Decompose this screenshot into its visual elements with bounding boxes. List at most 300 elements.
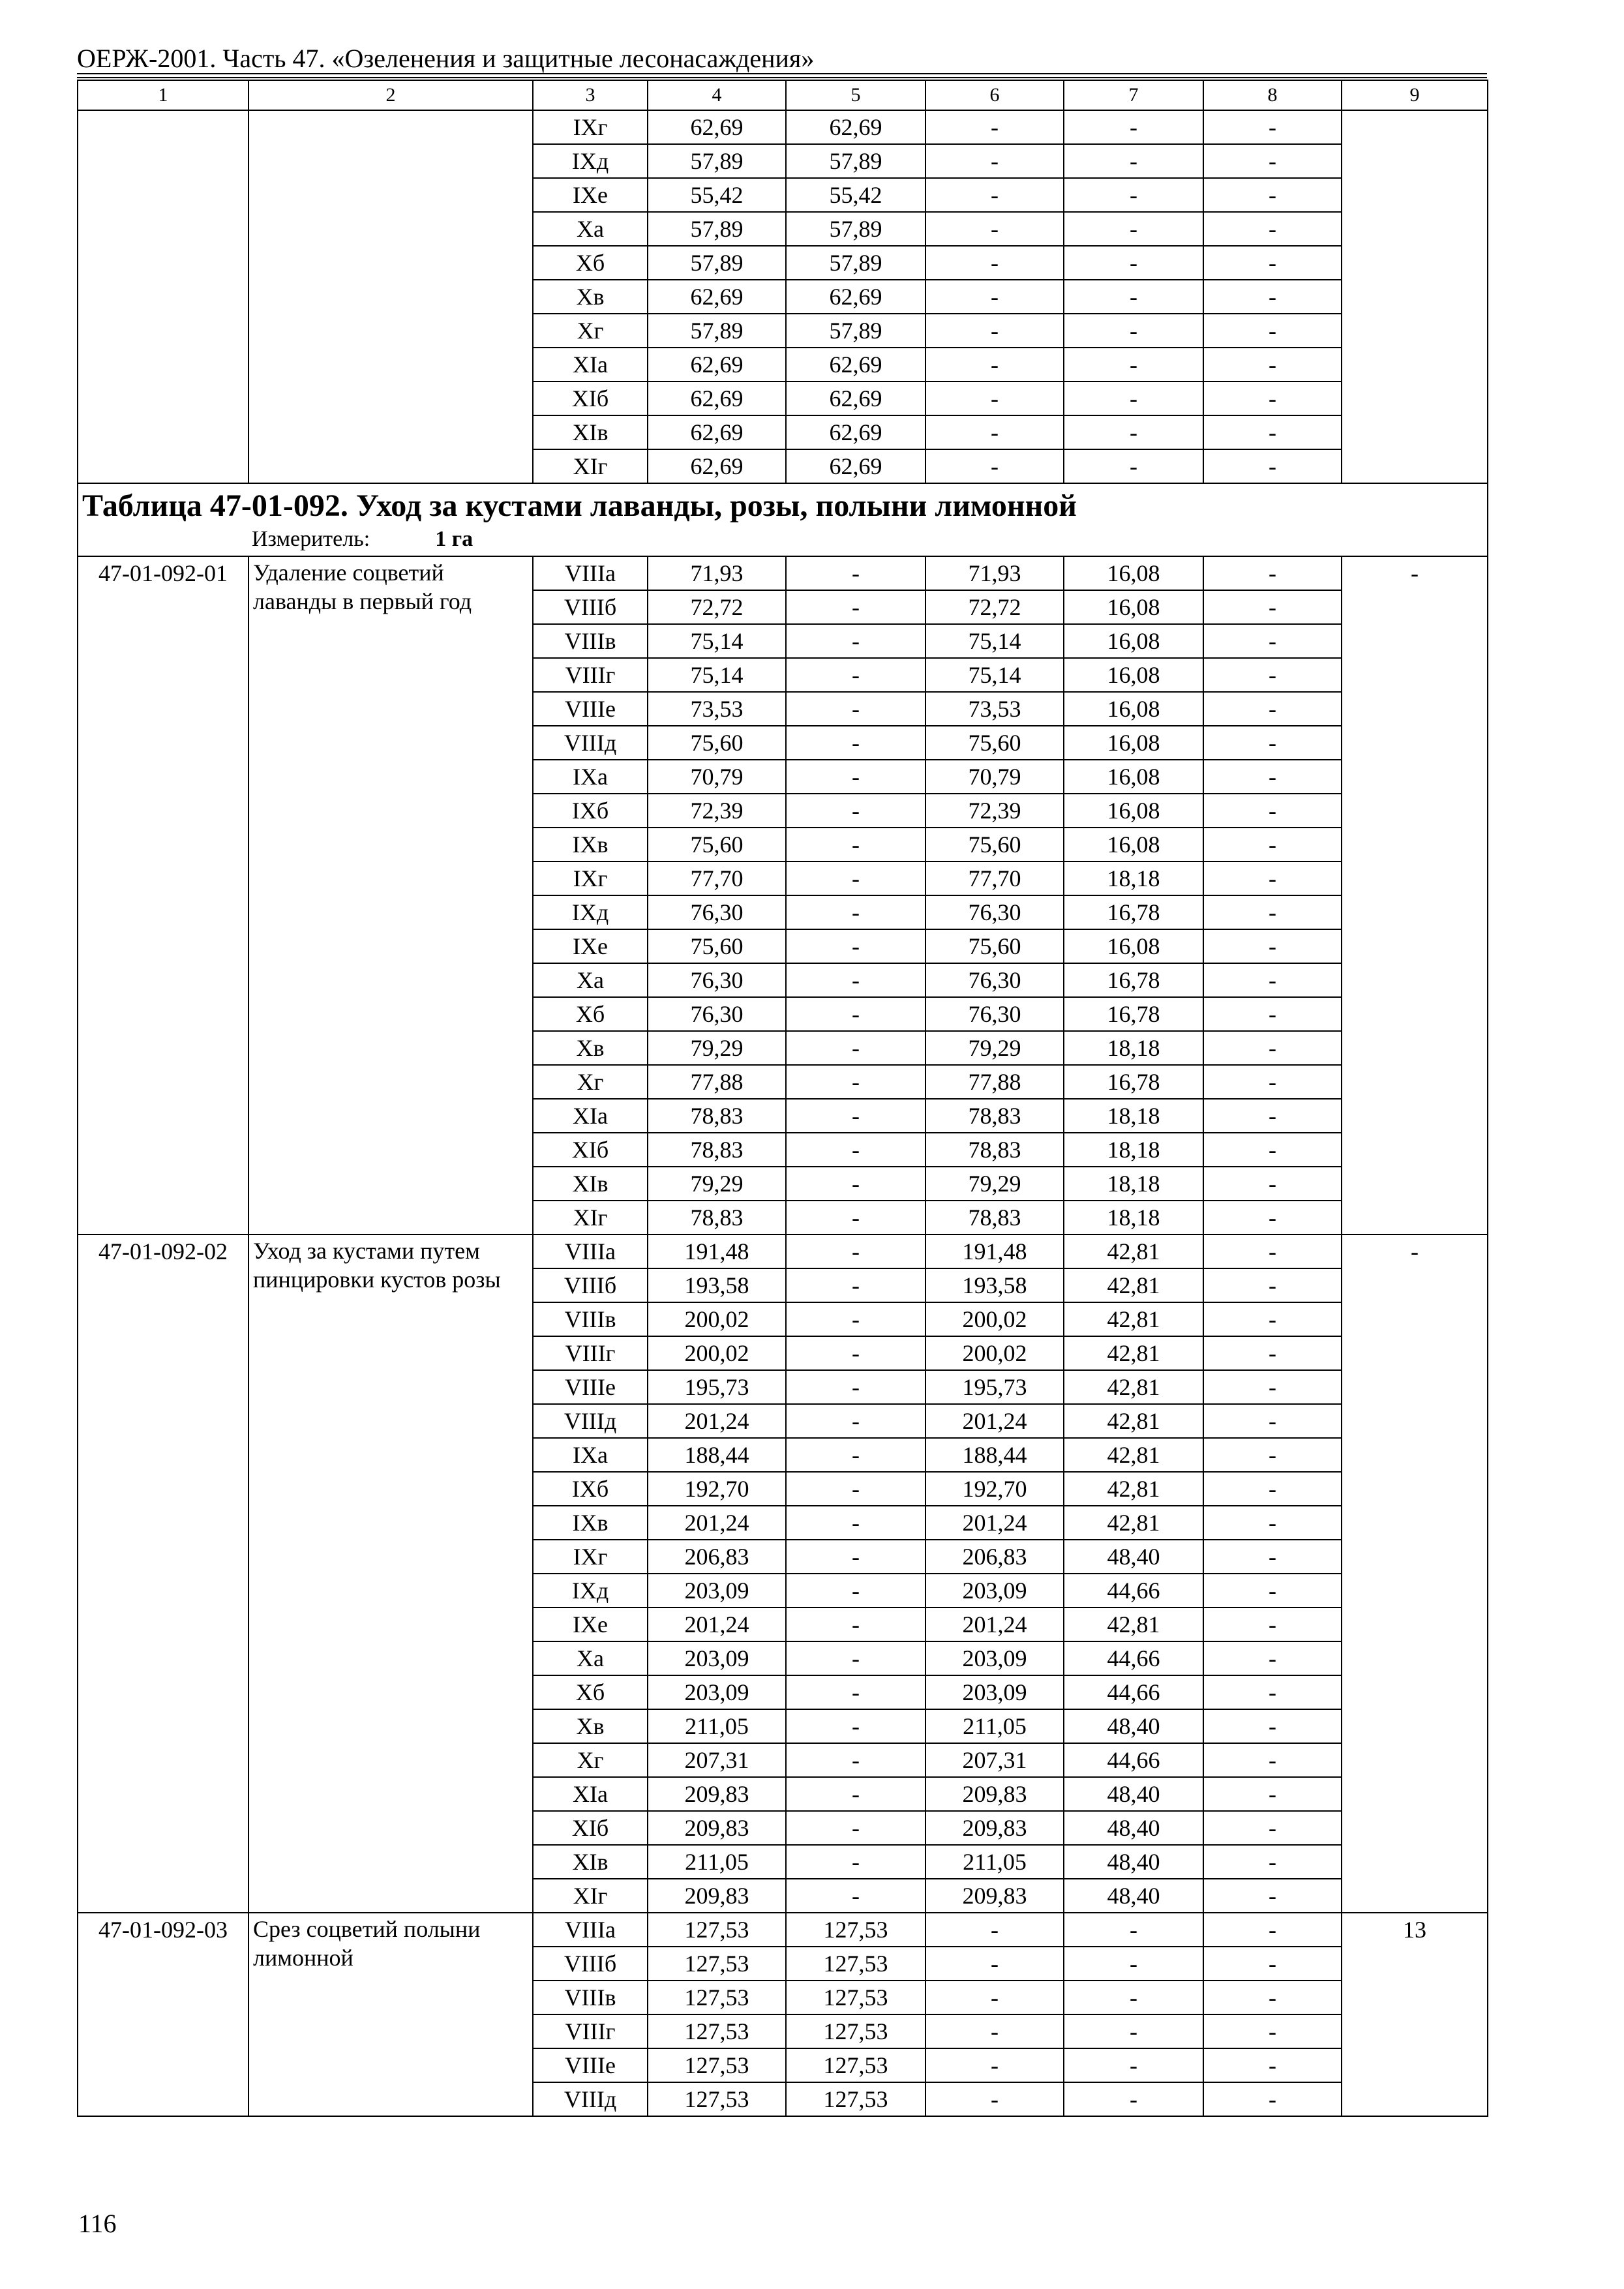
table-cell: - [1064, 110, 1203, 144]
table-cell: 79,29 [648, 1031, 786, 1065]
page-number: 116 [78, 2209, 117, 2238]
table-cell: - [1203, 1404, 1342, 1438]
table-cell: 48,40 [1064, 1845, 1203, 1879]
table-cell: 127,53 [786, 1913, 925, 1947]
table-cell: VIIIe [533, 2048, 648, 2082]
table-cell: - [786, 794, 925, 828]
table-cell: Xв [533, 1709, 648, 1743]
table-cell: - [1203, 178, 1342, 212]
table-cell: 57,89 [648, 212, 786, 246]
table-cell: 193,58 [648, 1268, 786, 1302]
table-cell: - [1203, 1811, 1342, 1845]
table-cell: 62,69 [786, 449, 925, 483]
table-cell: - [786, 1506, 925, 1540]
table-cell: 76,30 [925, 997, 1064, 1031]
table-cell: - [786, 1167, 925, 1201]
table-cell: - [1203, 110, 1342, 144]
table-cell: Xa [533, 963, 648, 997]
table-cell: XIa [533, 1777, 648, 1811]
table-cell: - [925, 110, 1064, 144]
table-cell: - [1203, 144, 1342, 178]
table-cell: - [1203, 1234, 1342, 1268]
table-cell: - [1203, 692, 1342, 726]
table-cell: - [1203, 1167, 1342, 1201]
table-cell: VIIIд [533, 726, 648, 760]
table-cell: 203,09 [648, 1675, 786, 1709]
table-cell: 127,53 [648, 1981, 786, 2014]
table-cell: 75,14 [925, 658, 1064, 692]
table-cell: - [1203, 1641, 1342, 1675]
table-cell: - [1203, 1336, 1342, 1370]
table-cell: - [786, 828, 925, 861]
table-cell: 191,48 [648, 1234, 786, 1268]
table-cell: 192,70 [648, 1472, 786, 1506]
table-cell: - [786, 1302, 925, 1336]
table-cell: 77,88 [648, 1065, 786, 1099]
table-cell: - [1203, 1709, 1342, 1743]
table-cell: 191,48 [925, 1234, 1064, 1268]
table-cell: 18,18 [1064, 1201, 1203, 1234]
table-cell: - [925, 1981, 1064, 2014]
table-row [78, 556, 1488, 590]
table-cell: VIIIe [533, 692, 648, 726]
rate-note: 13 [1342, 1913, 1488, 2116]
table-cell: 75,60 [648, 828, 786, 861]
table-cell: 62,69 [786, 382, 925, 415]
table-cell: 211,05 [925, 1845, 1064, 1879]
table-cell: 16,08 [1064, 692, 1203, 726]
table-cell: 18,18 [1064, 1167, 1203, 1201]
table-cell: 78,83 [648, 1099, 786, 1133]
table-cell: - [1203, 1777, 1342, 1811]
table-cell: 188,44 [648, 1438, 786, 1472]
column-number: 3 [533, 80, 648, 110]
table-cell: 203,09 [648, 1574, 786, 1608]
table-cell: VIIIв [533, 1981, 648, 2014]
table-cell: - [1203, 1438, 1342, 1472]
table-cell: VIIIб [533, 1947, 648, 1981]
continuation-desc-cell [248, 110, 533, 483]
table-cell: - [786, 1709, 925, 1743]
continuation-note-cell [1342, 110, 1488, 483]
table-cell: 200,02 [648, 1302, 786, 1336]
table-cell: Xa [533, 212, 648, 246]
table-cell: Xв [533, 280, 648, 314]
table-cell: 55,42 [648, 178, 786, 212]
table-cell: 16,08 [1064, 929, 1203, 963]
table-cell: 203,09 [648, 1641, 786, 1675]
table-cell: 62,69 [648, 449, 786, 483]
table-cell: - [925, 2048, 1064, 2082]
table-cell: - [786, 1099, 925, 1133]
table-cell: 18,18 [1064, 1099, 1203, 1133]
table-cell: - [786, 1438, 925, 1472]
table-cell: 62,69 [786, 348, 925, 382]
table-cell: - [1203, 963, 1342, 997]
table-cell: 77,70 [925, 861, 1064, 895]
table-cell: - [786, 1336, 925, 1370]
table-cell: IXг [533, 861, 648, 895]
table-cell: 195,73 [925, 1370, 1064, 1404]
table-cell: 57,89 [648, 314, 786, 348]
rate-code: 47-01-092-01 [78, 556, 248, 1234]
table-cell: 209,83 [648, 1777, 786, 1811]
table-cell: 201,24 [648, 1404, 786, 1438]
table-cell: - [1203, 895, 1342, 929]
table-cell: 42,81 [1064, 1506, 1203, 1540]
table-cell: VIIIв [533, 624, 648, 658]
table-cell: - [1203, 1370, 1342, 1404]
table-cell: - [1203, 1472, 1342, 1506]
table-cell: 16,08 [1064, 590, 1203, 624]
table-cell: IXa [533, 760, 648, 794]
table-cell: - [786, 1268, 925, 1302]
column-number-row [78, 80, 1488, 110]
table-cell: - [786, 1065, 925, 1099]
rate-description: Удаление соцветий лаванды в первый год [248, 556, 533, 1234]
table-cell: 76,30 [925, 963, 1064, 997]
table-cell: - [786, 861, 925, 895]
table-cell: 48,40 [1064, 1811, 1203, 1845]
table-cell: 209,83 [648, 1879, 786, 1913]
table-cell: 62,69 [648, 280, 786, 314]
table-cell: Xб [533, 997, 648, 1031]
table-cell: - [786, 1234, 925, 1268]
table-cell: - [1203, 348, 1342, 382]
table-cell: - [925, 2082, 1064, 2116]
table-cell: 16,08 [1064, 556, 1203, 590]
table-cell: IXв [533, 828, 648, 861]
table-cell: 75,14 [648, 658, 786, 692]
table-cell: 76,30 [648, 997, 786, 1031]
table-cell: IXд [533, 895, 648, 929]
table-cell: VIIIд [533, 2082, 648, 2116]
table-cell: - [786, 1811, 925, 1845]
rate-code: 47-01-092-03 [78, 1913, 248, 2116]
table-cell: 16,78 [1064, 997, 1203, 1031]
table-cell: 195,73 [648, 1370, 786, 1404]
table-cell: 127,53 [786, 2048, 925, 2082]
table-cell: 16,08 [1064, 624, 1203, 658]
table-row [78, 1913, 1488, 1947]
table-cell: - [1203, 382, 1342, 415]
table-cell: 75,60 [648, 726, 786, 760]
table-cell: 44,66 [1064, 1743, 1203, 1777]
rate-description: Срез соцветий полыни лимонной [248, 1913, 533, 2116]
table-cell: XIг [533, 1201, 648, 1234]
table-cell: 127,53 [786, 2082, 925, 2116]
table-cell: - [1064, 144, 1203, 178]
table-cell: IXe [533, 929, 648, 963]
table-cell: - [1064, 1947, 1203, 1981]
table-cell: 72,39 [648, 794, 786, 828]
table-cell: - [1064, 280, 1203, 314]
table-cell: 200,02 [648, 1336, 786, 1370]
table-cell: - [786, 1608, 925, 1641]
table-cell: - [786, 1845, 925, 1879]
table-cell: 209,83 [925, 1811, 1064, 1845]
table-cell: - [786, 1879, 925, 1913]
continuation-code-cell [78, 110, 248, 483]
table-cell: 127,53 [648, 1913, 786, 1947]
table-cell: - [1203, 556, 1342, 590]
table-cell: 206,83 [925, 1540, 1064, 1574]
table-cell: 77,70 [648, 861, 786, 895]
table-cell: IXг [533, 110, 648, 144]
table-cell: - [925, 1947, 1064, 1981]
measure-value: 1 га [435, 527, 474, 551]
table-cell: 71,93 [648, 556, 786, 590]
table-cell: - [786, 1574, 925, 1608]
table-cell: 127,53 [648, 2014, 786, 2048]
column-number: 9 [1342, 80, 1488, 110]
table-cell: VIIIг [533, 1336, 648, 1370]
table-cell: Xг [533, 1065, 648, 1099]
table-cell: - [1203, 2082, 1342, 2116]
table-cell: - [786, 1472, 925, 1506]
table-cell: 75,60 [925, 828, 1064, 861]
table-title-row [78, 483, 1488, 556]
table-cell: - [925, 314, 1064, 348]
table-cell: 127,53 [648, 2048, 786, 2082]
table-cell: 57,89 [648, 144, 786, 178]
table-cell: - [1064, 2048, 1203, 2082]
table-cell: - [1064, 449, 1203, 483]
table-cell: - [786, 1641, 925, 1675]
table-cell: VIIIв [533, 1302, 648, 1336]
table-cell: 42,81 [1064, 1608, 1203, 1641]
table-cell: 72,39 [925, 794, 1064, 828]
table-cell: 42,81 [1064, 1302, 1203, 1336]
table-cell: 188,44 [925, 1438, 1064, 1472]
table-cell: 78,83 [648, 1201, 786, 1234]
table-cell: - [1064, 1913, 1203, 1947]
table-cell: 79,29 [648, 1167, 786, 1201]
table-cell: - [925, 1913, 1064, 1947]
table-cell: 75,14 [648, 624, 786, 658]
table-cell: 76,30 [925, 895, 1064, 929]
table-cell: - [1203, 1574, 1342, 1608]
table-cell: - [786, 1777, 925, 1811]
table-cell: 211,05 [925, 1709, 1064, 1743]
table-cell: - [1203, 314, 1342, 348]
table-cell: - [1203, 929, 1342, 963]
table-cell: 127,53 [786, 1981, 925, 2014]
table-cell: 18,18 [1064, 1133, 1203, 1167]
table-cell: - [925, 212, 1064, 246]
table-cell: - [1064, 2014, 1203, 2048]
table-cell: XIг [533, 449, 648, 483]
table-cell: - [786, 760, 925, 794]
table-cell: - [1203, 1947, 1342, 1981]
table-cell: - [1203, 2014, 1342, 2048]
table-cell: 48,40 [1064, 1709, 1203, 1743]
table-cell: 73,53 [925, 692, 1064, 726]
table-cell: 200,02 [925, 1302, 1064, 1336]
table-cell: XIв [533, 1167, 648, 1201]
column-number: 7 [1064, 80, 1203, 110]
table-cell: - [1203, 624, 1342, 658]
table-cell: - [1064, 415, 1203, 449]
column-number: 5 [786, 80, 925, 110]
table-cell: - [1064, 382, 1203, 415]
rate-code: 47-01-092-02 [78, 1234, 248, 1913]
table-cell: 201,24 [925, 1608, 1064, 1641]
table-cell: 72,72 [648, 590, 786, 624]
table-cell: - [925, 415, 1064, 449]
table-cell: 207,31 [925, 1743, 1064, 1777]
column-number: 8 [1203, 80, 1342, 110]
table-cell: - [1203, 1675, 1342, 1709]
table-cell: 207,31 [648, 1743, 786, 1777]
table-cell: - [1203, 1913, 1342, 1947]
table-cell: - [786, 1675, 925, 1709]
table-cell: 203,09 [925, 1574, 1064, 1608]
table-cell: 71,93 [925, 556, 1064, 590]
table-cell: IXa [533, 1438, 648, 1472]
table-cell: - [1064, 1981, 1203, 2014]
table-cell: IXe [533, 178, 648, 212]
table-cell: XIб [533, 1133, 648, 1167]
table-cell: XIa [533, 1099, 648, 1133]
table-title: Таблица 47-01-092. Уход за кустами лаванды, розы, полыни лимонной [82, 488, 1077, 523]
table-cell: 70,79 [648, 760, 786, 794]
table-cell: VIIIг [533, 2014, 648, 2048]
table-cell: XIг [533, 1879, 648, 1913]
table-cell: 42,81 [1064, 1234, 1203, 1268]
table-cell: Xб [533, 246, 648, 280]
table-cell: 42,81 [1064, 1268, 1203, 1302]
table-cell: 16,78 [1064, 1065, 1203, 1099]
column-number: 4 [648, 80, 786, 110]
table-cell: 75,60 [648, 929, 786, 963]
table-cell: 42,81 [1064, 1404, 1203, 1438]
table-cell: 127,53 [786, 2014, 925, 2048]
table-cell: 70,79 [925, 760, 1064, 794]
rate-note: - [1342, 1234, 1488, 1913]
table-cell: 48,40 [1064, 1777, 1203, 1811]
table-cell: 44,66 [1064, 1675, 1203, 1709]
table-cell: 73,53 [648, 692, 786, 726]
table-cell: 62,69 [786, 280, 925, 314]
table-cell: VIIIa [533, 1913, 648, 1947]
table-cell: - [1203, 760, 1342, 794]
table-cell: - [925, 348, 1064, 382]
table-cell: - [1203, 280, 1342, 314]
table-cell: 209,83 [925, 1879, 1064, 1913]
table-cell: - [786, 658, 925, 692]
table-cell: 206,83 [648, 1540, 786, 1574]
table-cell: IXe [533, 1608, 648, 1641]
table-cell: - [1203, 2048, 1342, 2082]
table-cell: 77,88 [925, 1065, 1064, 1099]
table-cell: - [786, 929, 925, 963]
table-cell: 75,60 [925, 726, 1064, 760]
table-cell: 62,69 [786, 415, 925, 449]
table-cell: - [1203, 997, 1342, 1031]
table-cell: - [1203, 1099, 1342, 1133]
header-rule-bottom [77, 77, 1487, 78]
table-cell: 75,60 [925, 929, 1064, 963]
table-cell: - [1203, 1981, 1342, 2014]
table-cell: 75,14 [925, 624, 1064, 658]
table-cell: 211,05 [648, 1709, 786, 1743]
table-cell: - [1203, 726, 1342, 760]
table-cell: VIIIa [533, 556, 648, 590]
table-cell: 201,24 [648, 1506, 786, 1540]
table-cell: - [1203, 1201, 1342, 1234]
table-cell: 76,30 [648, 895, 786, 929]
table-cell: - [1064, 246, 1203, 280]
table-cell: - [1203, 658, 1342, 692]
table-title-cell [78, 483, 1488, 556]
table-cell: - [1203, 1540, 1342, 1574]
table-cell: - [1203, 1506, 1342, 1540]
table-cell: - [925, 280, 1064, 314]
table-cell: 203,09 [925, 1641, 1064, 1675]
table-cell: - [786, 1404, 925, 1438]
table-cell: VIIIг [533, 658, 648, 692]
table-cell: - [925, 2014, 1064, 2048]
table-cell: 78,83 [648, 1133, 786, 1167]
table-cell: 78,83 [925, 1133, 1064, 1167]
table-cell: 62,69 [786, 110, 925, 144]
table-cell: - [786, 1201, 925, 1234]
measure-label: Измеритель: [252, 527, 370, 551]
rate-description: Уход за кустами путем пинцировки кустов розы [248, 1234, 533, 1913]
table-cell: XIa [533, 348, 648, 382]
column-number: 6 [925, 80, 1064, 110]
table-cell: 16,08 [1064, 658, 1203, 692]
table-cell: VIIIб [533, 590, 648, 624]
table-cell: XIб [533, 1811, 648, 1845]
table-cell: 57,89 [786, 212, 925, 246]
table-cell: - [1064, 2082, 1203, 2116]
table-cell: - [925, 144, 1064, 178]
table-cell: - [786, 726, 925, 760]
table-cell: 16,78 [1064, 963, 1203, 997]
table-cell: 57,89 [786, 144, 925, 178]
table-cell: 192,70 [925, 1472, 1064, 1506]
table-cell: - [1203, 590, 1342, 624]
table-row [78, 110, 1488, 144]
table-cell: - [1203, 449, 1342, 483]
table-cell: 42,81 [1064, 1472, 1203, 1506]
table-cell: 57,89 [786, 246, 925, 280]
table-cell: 16,78 [1064, 895, 1203, 929]
table-cell: - [786, 556, 925, 590]
table-cell: VIIIб [533, 1268, 648, 1302]
table-cell: 18,18 [1064, 1031, 1203, 1065]
table-cell: 203,09 [925, 1675, 1064, 1709]
table-cell: 193,58 [925, 1268, 1064, 1302]
table-cell: 16,08 [1064, 726, 1203, 760]
table-cell: - [1203, 1845, 1342, 1879]
table-cell: 18,18 [1064, 861, 1203, 895]
column-number: 1 [78, 80, 248, 110]
table-cell: 62,69 [648, 415, 786, 449]
table-cell: Xб [533, 1675, 648, 1709]
table-cell: - [786, 895, 925, 929]
table-cell: - [1203, 1133, 1342, 1167]
table-cell: XIв [533, 1845, 648, 1879]
table-cell: IXв [533, 1506, 648, 1540]
table-cell: IXг [533, 1540, 648, 1574]
table-cell: Xг [533, 314, 648, 348]
table-cell: XIб [533, 382, 648, 415]
table-cell: 127,53 [648, 1947, 786, 1981]
table-cell: - [1064, 348, 1203, 382]
